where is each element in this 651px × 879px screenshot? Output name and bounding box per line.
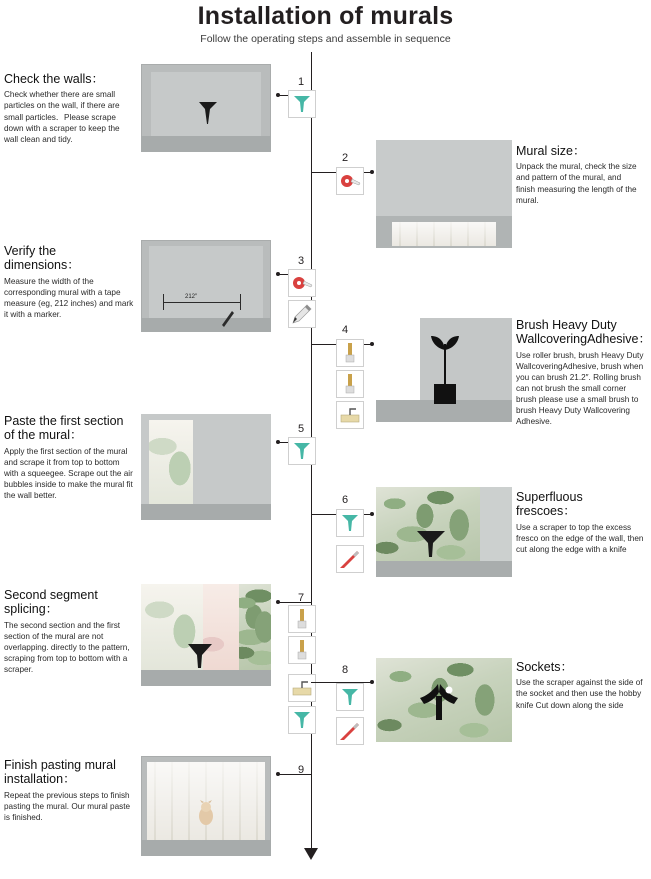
tool-roller-brush-icon-7[interactable] bbox=[288, 674, 316, 702]
tool-roller-brush-icon-4[interactable] bbox=[336, 401, 364, 429]
step-9-number: 9 bbox=[298, 764, 305, 776]
tool-small-brush-icon-4a[interactable] bbox=[336, 339, 364, 367]
step-8-photo bbox=[376, 658, 512, 742]
step-9-photo bbox=[141, 756, 271, 856]
step-5-photo bbox=[141, 414, 271, 520]
step-1-text bbox=[4, 72, 134, 145]
step-2-body: Unpack the mural, check the size and pattern of the mural, and finish measuring the length of the mural. bbox=[516, 162, 637, 205]
mural-animal-icon bbox=[195, 800, 217, 826]
step-3-photo bbox=[141, 240, 271, 332]
step-1-body: Check whether there are small particles on the wall, if there are small particles．Please scrape down with a scraper to keep the wall clean and tidy. bbox=[4, 90, 120, 144]
tool-scraper-icon-1[interactable] bbox=[288, 90, 316, 118]
scraper-photo-icon bbox=[197, 100, 219, 126]
step-9-heading: Finish pasting mural installation： bbox=[4, 758, 116, 787]
step-6-photo bbox=[376, 487, 512, 577]
step-3-text bbox=[4, 244, 134, 320]
step-7-photo bbox=[141, 584, 271, 686]
tool-scraper-icon-6[interactable] bbox=[336, 509, 364, 537]
scraper-in-photo-icon-7 bbox=[185, 642, 215, 670]
tool-scraper-icon-8[interactable] bbox=[336, 683, 364, 711]
marker-photo-icon bbox=[219, 308, 237, 328]
step-8-body: Use the scraper against the side of the socket and then use the hobby knife Cut down along the side bbox=[516, 678, 643, 710]
step-2-number: 2 bbox=[342, 152, 349, 164]
step-2-heading: Mural size： bbox=[516, 144, 586, 158]
step-2-text bbox=[516, 144, 642, 206]
scraper-in-photo-icon bbox=[414, 529, 448, 559]
step-5-number: 5 bbox=[298, 423, 305, 435]
step-4-body: Use roller brush, brush Heavy Duty WallcoveringAdhesive, brush when you can brush 21.2″. Rolling brush can not brush the small corner brush please use a small brush to brush Heavy Duty Wallcovering Adhesive. bbox=[516, 350, 644, 427]
step-6-text bbox=[516, 490, 644, 555]
tool-tape-measure-icon-2[interactable] bbox=[336, 167, 364, 195]
step-3-body: Measure the width of the corresponding mural with a tape measure (eg, 212 inches) and mark it with a marker. bbox=[4, 276, 134, 319]
step-5-text bbox=[4, 414, 134, 501]
step-6-body: Use a scraper to top the excess fresco on the edge of the wall, then cut along the edge with a knife bbox=[516, 522, 644, 554]
tool-small-brush-icon-4b[interactable] bbox=[336, 370, 364, 398]
tool-tape-measure-icon-3[interactable] bbox=[288, 269, 316, 297]
step-3-number: 3 bbox=[298, 255, 305, 267]
tool-scraper-icon-5[interactable] bbox=[288, 437, 316, 465]
step-9-tick bbox=[278, 774, 311, 775]
page-title: Installation of murals bbox=[197, 2, 454, 30]
step-7-text bbox=[4, 588, 134, 675]
step-4-photo bbox=[376, 318, 512, 422]
step-4-text bbox=[516, 318, 651, 427]
tool-marker-pen-icon-3[interactable] bbox=[288, 300, 316, 328]
step-1-heading: Check the walls： bbox=[4, 72, 105, 86]
tool-hobby-knife-icon-6[interactable] bbox=[336, 545, 364, 573]
page-subtitle: Follow the operating steps and assemble in sequence bbox=[200, 33, 451, 45]
plant-leaves-icon bbox=[430, 334, 460, 352]
step-4-heading: Brush Heavy Duty WallcoveringAdhesive： bbox=[516, 318, 651, 347]
step-4-number: 4 bbox=[342, 324, 349, 336]
tool-small-brush-icon-7a[interactable] bbox=[288, 605, 316, 633]
timeline-arrow-icon bbox=[304, 848, 318, 860]
step-9-body: Repeat the previous steps to finish pasting the mural. Our mural paste is finished. bbox=[4, 790, 131, 822]
step-6-number: 6 bbox=[342, 494, 349, 506]
step-8-number: 8 bbox=[342, 664, 349, 676]
step-1-photo bbox=[141, 64, 271, 152]
step-7-heading: Second segment splicing： bbox=[4, 588, 98, 617]
tool-scraper-icon-7[interactable] bbox=[288, 706, 316, 734]
step-9-text bbox=[4, 758, 134, 823]
step-3-heading: Verify the dimensions： bbox=[4, 244, 80, 273]
step-1-number: 1 bbox=[298, 76, 305, 88]
step-8-text bbox=[516, 660, 644, 711]
step-7-body: The second section and the first section of the mural are not overlapping. directly to the pattern, scraping from top to bottom with a scraper. bbox=[4, 620, 130, 674]
step-2-photo bbox=[376, 140, 512, 248]
tool-small-brush-icon-7b[interactable] bbox=[288, 636, 316, 664]
step-3-measurement: 212″ bbox=[185, 294, 198, 300]
step-5-heading: Paste the first section of the mural： bbox=[4, 414, 124, 443]
step-7-tick bbox=[278, 602, 311, 603]
socket-outlet-icon bbox=[416, 680, 462, 722]
step-8-heading: Sockets： bbox=[516, 660, 573, 674]
step-7-number: 7 bbox=[298, 592, 305, 604]
step-6-heading: Superfluous frescoes： bbox=[516, 490, 583, 519]
step-5-body: Apply the first section of the mural and scrape it from top to bottom with a squeegee. Scrape out the air bubbles inside to make the mural fit the wall better. bbox=[4, 446, 133, 500]
tool-hobby-knife-icon-8[interactable] bbox=[336, 717, 364, 745]
